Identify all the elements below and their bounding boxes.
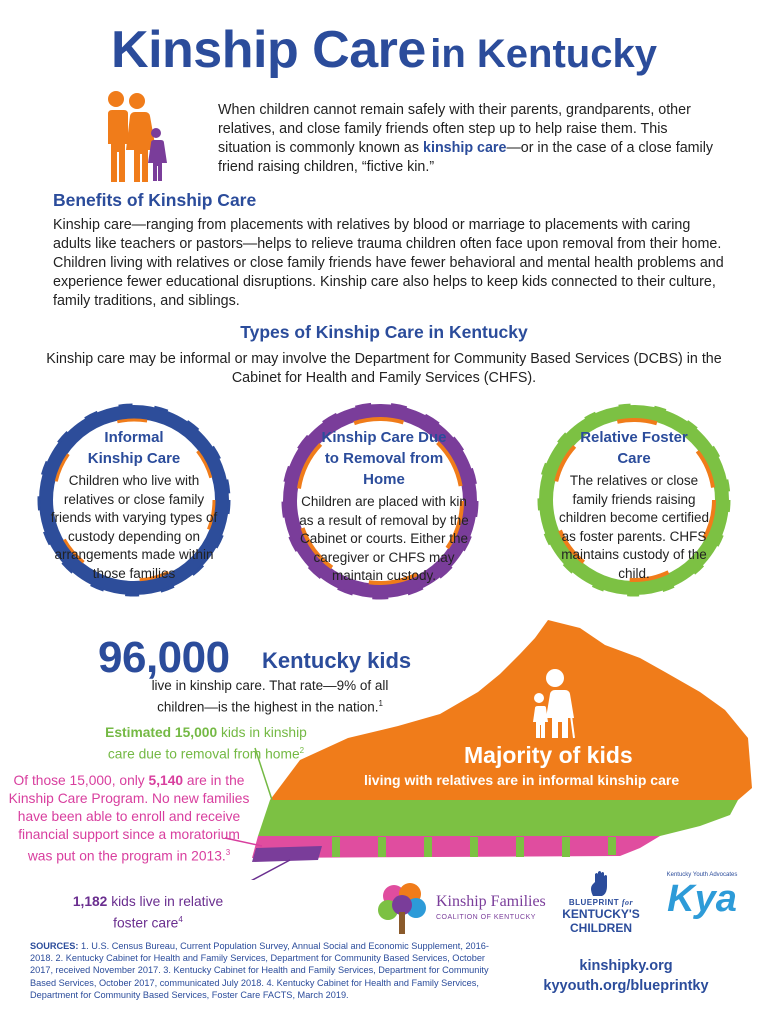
- circle-foster-body: The relatives or close family friends raising children become certified as foster parents. CHFS maintains custody of the child.: [558, 473, 710, 581]
- tree-logo-icon: [372, 878, 432, 938]
- hand-print-icon: [587, 870, 615, 898]
- kinship-care-highlight: kinship care: [423, 140, 507, 156]
- map-subline: living with relatives are in informal kinship care: [364, 772, 680, 788]
- program-stat: Of those 15,000, only 5,140 are in the Kinship Care Program. No new families have been able to enroll and receive financial support since a moratorium was put on the program in 2013.$^3$: [8, 773, 250, 864]
- stat-label: Kentucky kids: [262, 648, 412, 673]
- circle-removal-title: Kinship Care Due to Removal from Home: [321, 429, 447, 488]
- intro-paragraph: When children cannot remain safely with their parents, grandparents, other relatives, and close family friends often step up to help raise them. This situation is commonly known as kinship care—or in the case of a close family friend raising children, “fictive kin.”: [218, 102, 714, 175]
- stat-number: 96,000: [98, 633, 230, 682]
- stat-description: live in kinship care. That rate—9% of all children—is the highest in the nation.$^1$: [151, 678, 389, 715]
- link-kyyouth-blueprint[interactable]: kyyouth.org/blueprintky: [543, 978, 709, 994]
- footer-links: [526, 956, 726, 996]
- benefits-body: Kinship care—ranging from placements with relatives by blood or marriage to placements with caring adults like teachers or pastors—helps to relieve trauma children often face upon removal from their home. Children living with relatives or close family friends have fewer behavioral and mental health problems and experience fewer educational disruptions. Kinship care also helps to keep kids connected to their culture, family traditions, and siblings.: [53, 217, 724, 309]
- link-kinshipky[interactable]: kinshipky.org: [579, 958, 673, 974]
- types-intro: Kinship care may be informal or may involve the Department for Community Based Services (DCBS) in the Cabinet for Health and Family Services (CHFS).: [46, 351, 722, 386]
- map-headline: Majority of kids: [464, 742, 633, 768]
- removal-stat: Estimated 15,000 kids in kinship care due to removal from home$^2$: [105, 725, 307, 762]
- page-title: [0, 20, 768, 80]
- kinship-families-logo: Kinship Families COALITION OF KENTUCKY: [436, 893, 546, 921]
- kya-logo: Kentucky Youth Advocates Kya: [666, 872, 738, 920]
- circle-informal-body: Children who live with relatives or close family friends with varying types of custody depending on arrangements made within those families: [50, 473, 218, 581]
- circle-foster-title: Relative Foster Care: [580, 429, 688, 467]
- circle-removal-body: Children are placed with kin as a result of removal by the Cabinet or courts. Either the caregiver or CHFS may maintain custody.: [299, 494, 469, 583]
- sources-footnote: SOURCES: 1. U.S. Census Bureau, Current Population Survey, Annual Social and Economic Supplement, 2016-2018. 2. Kentucky Cabinet for Health and Family Services, Department for Community Based Services, October 2017, received November 2017. 3. Kentucky Cabinet for Health and Family Services, Department for Community Based Services, October 2017, communicated July 2018. 4. Kentucky Cabinet for Health and Family Services, Department for Community Based Services, Foster Care FACTS, March 2019.: [30, 941, 489, 1000]
- blueprint-logo: BLUEPRINT for KENTUCKY'S CHILDREN: [560, 870, 642, 935]
- benefits-heading: Benefits of Kinship Care: [53, 190, 257, 210]
- circle-informal-title: Informal Kinship Care: [87, 429, 181, 467]
- title-main: Kinship Care: [111, 21, 426, 79]
- title-sub: in Kentucky: [430, 32, 657, 76]
- foster-stat: 1,182 kids live in relative foster care$^4$: [72, 894, 224, 931]
- types-heading: Types of Kinship Care in Kentucky: [240, 322, 528, 342]
- family-icon: [100, 88, 172, 184]
